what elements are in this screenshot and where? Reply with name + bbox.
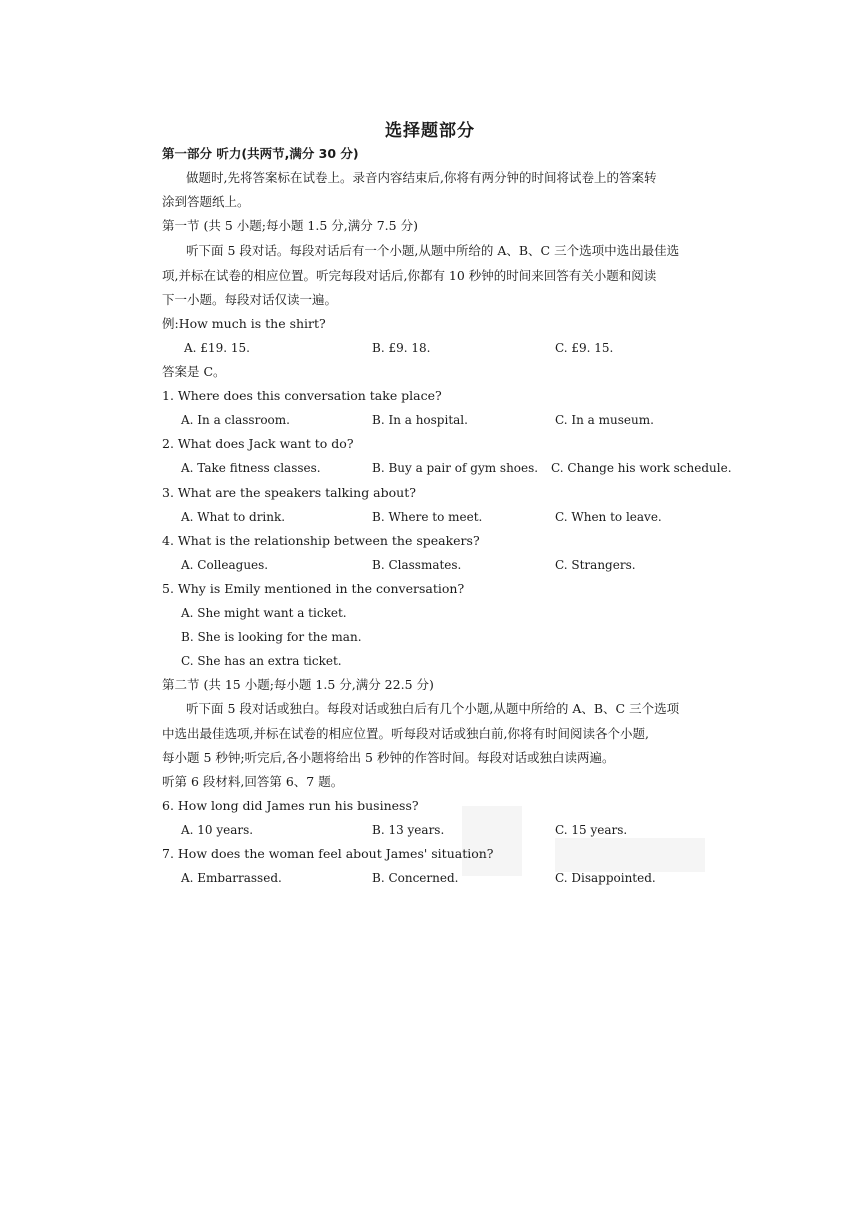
question-7: 7. How does the woman feel about James' situation? (162, 846, 494, 861)
example-option-b: B. £9. 18. (372, 341, 431, 355)
material-note: 听第 6 段材料,回答第 6、7 题。 (162, 774, 344, 789)
example-option-c: C. £9. 15. (555, 341, 614, 355)
question-5: 5. Why is Emily mentioned in the conversation? (162, 581, 465, 596)
part1-heading: 第一部分 听力(共两节,满分 30 分) (162, 146, 359, 161)
question-3: 3. What are the speakers talking about? (162, 485, 416, 500)
question-4: 4. What is the relationship between the speakers? (162, 533, 480, 548)
question-2-option-b: B. Buy a pair of gym shoes. (372, 461, 539, 475)
question-3-option-a: A. What to drink. (181, 510, 286, 524)
question-4-option-c: C. Strangers. (555, 558, 636, 572)
section2-instr-line2: 中选出最佳选项,并标在试卷的相应位置。听每段对话或独白前,你将有时间阅读各个小题, (162, 726, 649, 741)
question-6-option-c: C. 15 years. (555, 823, 628, 837)
scan-smudge (555, 838, 705, 872)
question-1-option-b: B. In a hospital. (372, 413, 468, 427)
question-4-option-b: B. Classmates. (372, 558, 462, 572)
example-answer: 答案是 C。 (162, 364, 226, 379)
question-2-option-c: C. Change his work schedule. (551, 461, 732, 475)
example-question: 例:How much is the shirt? (162, 316, 326, 331)
question-6-option-a: A. 10 years. (181, 823, 254, 837)
question-6: 6. How long did James run his business? (162, 798, 419, 813)
section2-instr-line1: 听下面 5 段对话或独白。每段对话或独白后有几个小题,从题中所给的 A、B、C 三个选项 (186, 701, 680, 716)
question-5-option-c: C. She has an extra ticket. (181, 654, 342, 668)
question-3-option-b: B. Where to meet. (372, 510, 483, 524)
question-1-option-a: A. In a classroom. (181, 413, 290, 427)
question-7-option-c: C. Disappointed. (555, 871, 656, 885)
scan-smudge (462, 806, 522, 876)
question-5-option-b: B. She is looking for the man. (181, 630, 362, 644)
section1-instr-line2: 项,并标在试卷的相应位置。听完每段对话后,你都有 10 秒钟的时间来回答有关小题和阅读 (162, 268, 657, 283)
question-7-option-b: B. Concerned. (372, 871, 459, 885)
question-1-option-c: C. In a museum. (555, 413, 654, 427)
part1-intro-line1: 做题时,先将答案标在试卷上。录音内容结束后,你将有两分钟的时间将试卷上的答案转 (186, 170, 657, 185)
section1-instr-line3: 下一小题。每段对话仅读一遍。 (162, 292, 338, 307)
question-7-option-a: A. Embarrassed. (181, 871, 282, 885)
section1-instr-line1: 听下面 5 段对话。每段对话后有一个小题,从题中所给的 A、B、C 三个选项中选出最佳选 (186, 243, 680, 258)
section1-heading: 第一节 (共 5 小题;每小题 1.5 分,满分 7.5 分) (162, 218, 418, 233)
page-title: 选择题部分 (385, 121, 475, 141)
question-1: 1. Where does this conversation take place? (162, 388, 442, 403)
section2-instr-line3: 每小题 5 秒钟;听完后,各小题将给出 5 秒钟的作答时间。每段对话或独白读两遍。 (162, 750, 615, 765)
question-5-option-a: A. She might want a ticket. (181, 606, 347, 620)
part1-intro-line2: 涂到答题纸上。 (162, 194, 250, 209)
question-3-option-c: C. When to leave. (555, 510, 662, 524)
question-6-option-b: B. 13 years. (372, 823, 445, 837)
section2-heading: 第二节 (共 15 小题;每小题 1.5 分,满分 22.5 分) (162, 677, 434, 692)
example-option-a: A. £19. 15. (184, 341, 250, 355)
question-2: 2. What does Jack want to do? (162, 436, 354, 451)
question-4-option-a: A. Colleagues. (181, 558, 269, 572)
question-2-option-a: A. Take fitness classes. (181, 461, 321, 475)
